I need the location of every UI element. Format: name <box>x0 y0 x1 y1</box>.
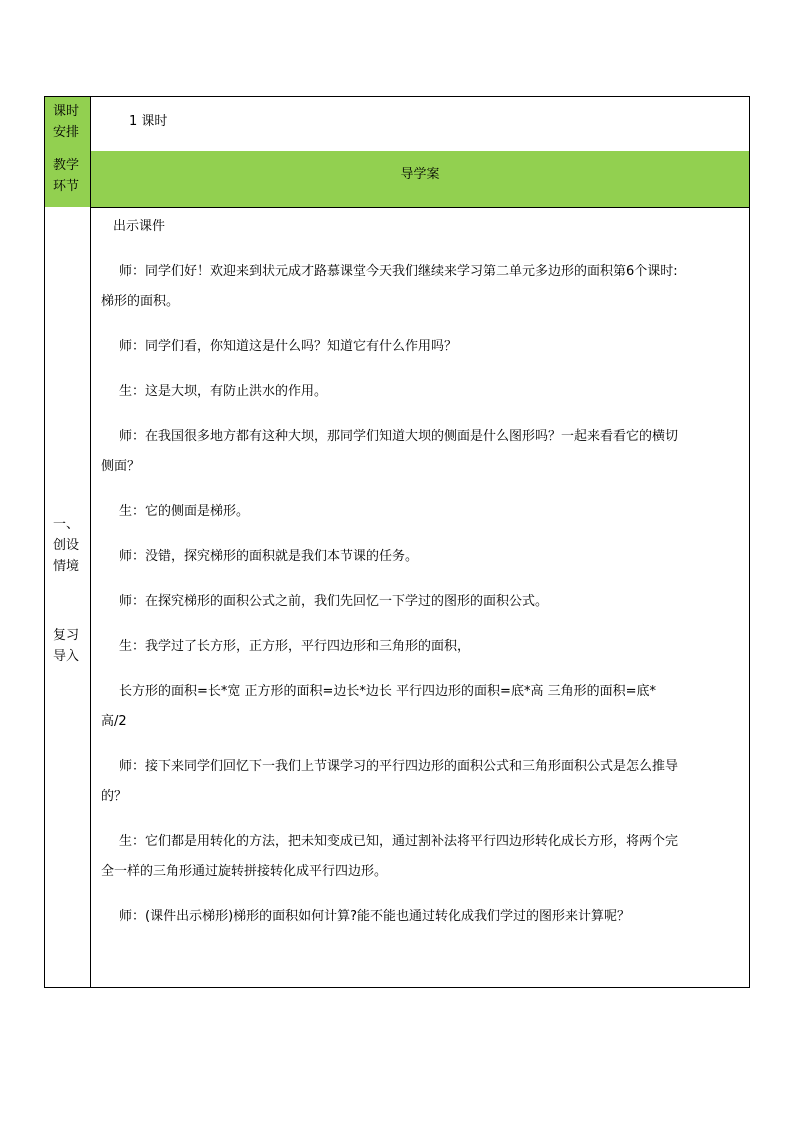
dialogue-line: 生：这是大坝，有防止洪水的作用。 <box>119 384 328 399</box>
lesson-plan-table <box>44 96 750 988</box>
dialogue-line: 师：在我国很多地方都有这种大坝，那同学们知道大坝的侧面是什么图形吗？一起来看看它的横切 <box>119 429 679 444</box>
guide-header-title: 导学案 <box>400 167 440 182</box>
dialogue-line: 梯形的面积。 <box>101 294 180 309</box>
label-teaching-stage-line1: 教学 <box>53 158 80 173</box>
label-intro-line1: 创设 <box>53 538 80 553</box>
row-intro-section <box>45 207 749 987</box>
class-hours-value: 1 课时 <box>129 114 168 129</box>
dialogue-line: 师：(课件出示梯形)梯形的面积如何计算?能不能也通过转化成我们学过的图形来计算呢？ <box>119 909 631 924</box>
dialogue-line: 师：同学们好！欢迎来到状元成才路慕课堂今天我们继续来学习第二单元多边形的面积第6个课时: <box>119 264 678 279</box>
dialogue-line: 师：同学们看，你知道这是什么吗？知道它有什么作用吗？ <box>119 339 458 354</box>
dialogue-line: 的？ <box>101 789 128 804</box>
dialogue-line: 长方形的面积=长*宽 正方形的面积=边长*边长 平行四边形的面积=底*高 三角形的面积=底* <box>119 684 656 699</box>
dialogue-line: 出示课件 <box>113 219 166 234</box>
dialogue-line: 全一样的三角形通过旋转拼接转化成平行四边形。 <box>101 864 388 879</box>
label-teaching-stage-line2: 环节 <box>53 179 80 194</box>
label-intro-line4: 导入 <box>53 649 80 664</box>
row-teaching-stage <box>45 151 749 207</box>
label-intro-line3: 复习 <box>53 628 80 643</box>
dialogue-line: 侧面？ <box>101 459 141 474</box>
dialogue-line: 师：接下来同学们回忆下一我们上节课学习的平行四边形的面积公式和三角形面积公式是怎么推导 <box>119 759 679 774</box>
label-cell-teaching-stage <box>45 151 91 207</box>
label-class-hours-line2: 安排 <box>53 125 80 140</box>
dialogue-line: 生：它的侧面是梯形。 <box>119 504 250 519</box>
label-class-hours-line1: 课时 <box>53 104 80 119</box>
dialogue-line: 生：我学过了长方形，正方形，平行四边形和三角形的面积， <box>119 639 471 654</box>
label-intro-line2: 情境 <box>53 559 80 574</box>
dialogue-line: 高/2 <box>101 714 127 729</box>
dialogue-line: 师：没错，探究梯形的面积就是我们本节课的任务。 <box>119 549 419 564</box>
label-cell-class-hours <box>45 97 91 151</box>
label-cell-intro <box>45 207 91 987</box>
guide-header-cell <box>91 151 749 207</box>
dialogue-line: 师：在探究梯形的面积公式之前，我们先回忆一下学过的图形的面积公式。 <box>119 594 549 609</box>
dialogue-line: 生：它们都是用转化的方法，把未知变成已知，通过割补法将平行四边形转化成长方形，将两个完 <box>119 834 679 849</box>
label-intro-number: 一、 <box>53 517 80 532</box>
row-class-hours <box>45 97 749 151</box>
